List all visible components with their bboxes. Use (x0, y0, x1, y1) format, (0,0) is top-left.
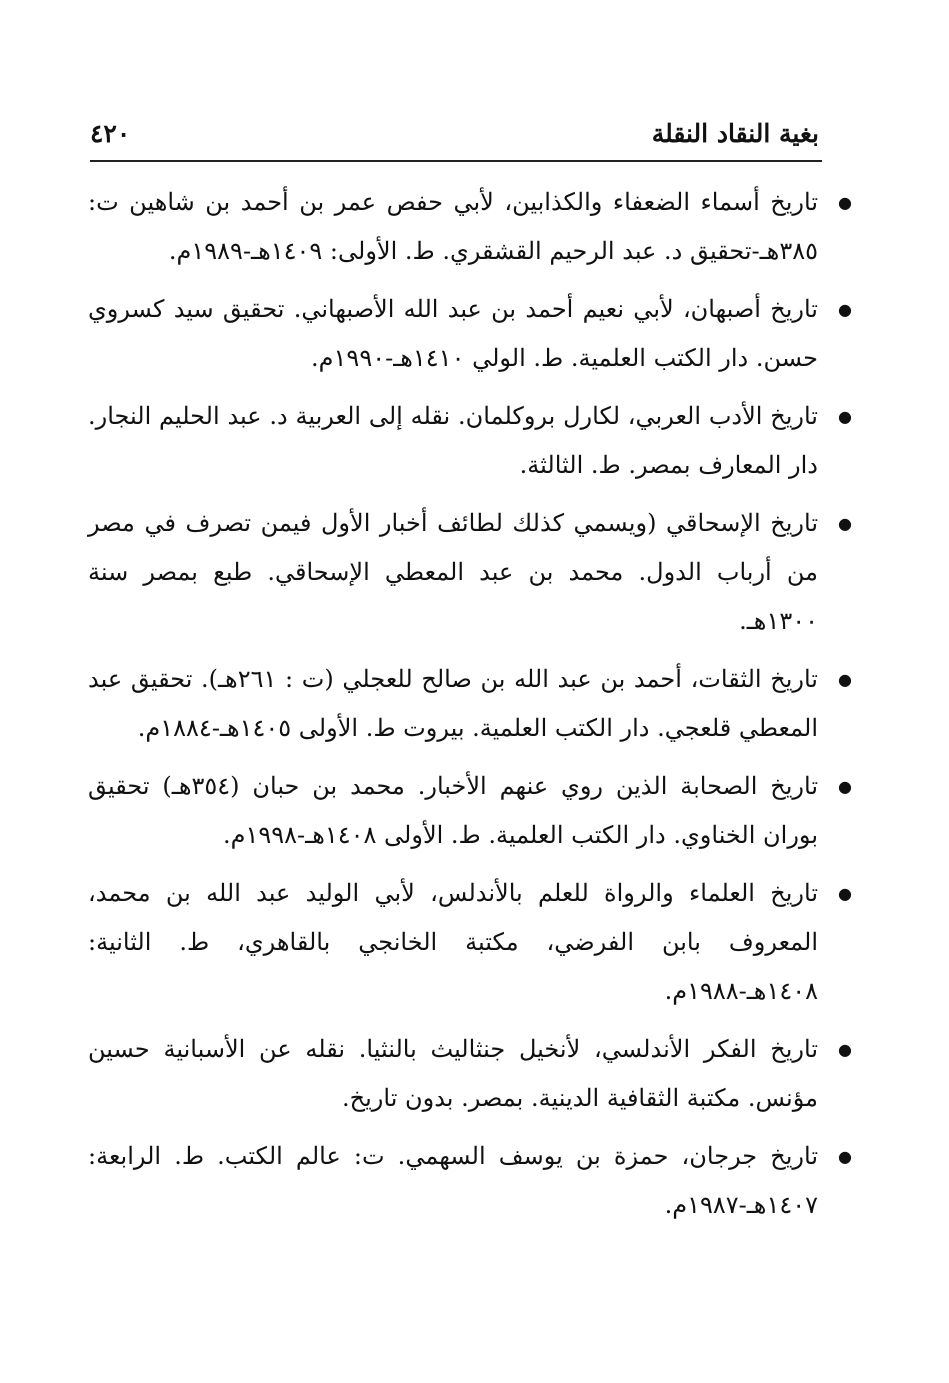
bullet-icon: ● (838, 1147, 852, 1166)
entry-text: تاريخ الثقات، أحمد بن عبد الله بن صالح للعجلي (ت : ٢٦١هـ). تحقيق عبد المعطي قلعجي. دار الكتب العلمية. بيروت ط. الأولى ١٤٠٥هـ-١٨٨٤م. (88, 665, 818, 742)
bullet-icon: ● (838, 193, 852, 212)
bibliography-entry (88, 499, 852, 646)
bibliography-entry (88, 1025, 852, 1123)
bullet-icon: ● (838, 514, 852, 533)
bibliography-entry (88, 1132, 852, 1230)
bullet-icon: ● (838, 777, 852, 796)
bibliography-entry (88, 869, 852, 1016)
page-number: ٤٢٠ (90, 118, 131, 148)
bullet-icon: ● (838, 407, 852, 426)
bibliography-entry (88, 285, 852, 383)
bullet-icon: ● (838, 884, 852, 903)
entry-text: تاريخ أسماء الضعفاء والكذابين، لأبي حفص عمر بن أحمد بن شاهين ت: ٣٨٥هـ-تحقيق د. عبد الرحيم القشقري. ط. الأولى: ١٤٠٩هـ-١٩٨٩م. (88, 188, 818, 265)
bibliography-entry (88, 392, 852, 490)
entry-text: تاريخ العلماء والرواة للعلم بالأندلس، لأبي الوليد عبد الله بن محمد، المعروف بابن الفرضي، مكتبة الخانجي بالقاهري، ط. الثانية: ١٤٠٨هـ-١٩٨٨م. (88, 879, 818, 1005)
bullet-icon: ● (838, 300, 852, 319)
bibliography-list (88, 178, 852, 1239)
entry-text: تاريخ جرجان، حمزة بن يوسف السهمي. ت: عالم الكتب. ط. الرابعة: ١٤٠٧هـ-١٩٨٧م. (88, 1142, 818, 1219)
page-header (90, 108, 819, 158)
entry-text: تاريخ الفكر الأندلسي، لأنخيل جنثاليث بالنثيا. نقله عن الأسبانية حسين مؤنس. مكتبة الثقافية الدينية. بمصر. بدون تاريخ. (88, 1035, 818, 1112)
entry-text: تاريخ الأدب العربي، لكارل بروكلمان. نقله إلى العربية د. عبد الحليم النجار. دار المعارف بمصر. ط. الثالثة. (88, 402, 818, 479)
bibliography-entry (88, 655, 852, 753)
entry-text: تاريخ الصحابة الذين روي عنهم الأخبار. محمد بن حبان (٣٥٤هـ) تحقيق بوران الخناوي. دار الكتب العلمية. ط. الأولى ١٤٠٨هـ-١٩٩٨م. (88, 772, 818, 849)
bibliography-entry (88, 178, 852, 276)
bullet-icon: ● (838, 1040, 852, 1059)
entry-text: تاريخ أصبهان، لأبي نعيم أحمد بن عبد الله الأصبهاني. تحقيق سيد كسروي حسن. دار الكتب العلمية. ط. الولي ١٤١٠هـ-١٩٩٠م. (88, 295, 818, 372)
bullet-icon: ● (838, 670, 852, 689)
bibliography-entry (88, 762, 852, 860)
header-rule (90, 160, 822, 162)
entry-text: تاريخ الإسحاقي (ويسمي كذلك لطائف أخبار الأول فيمن تصرف في مصر من أرباب الدول. محمد بن عبد المعطي الإسحاقي. طبع بمصر سنة ١٣٠٠هـ. (88, 509, 818, 635)
running-title: بغية النقاد النقلة (651, 118, 819, 148)
